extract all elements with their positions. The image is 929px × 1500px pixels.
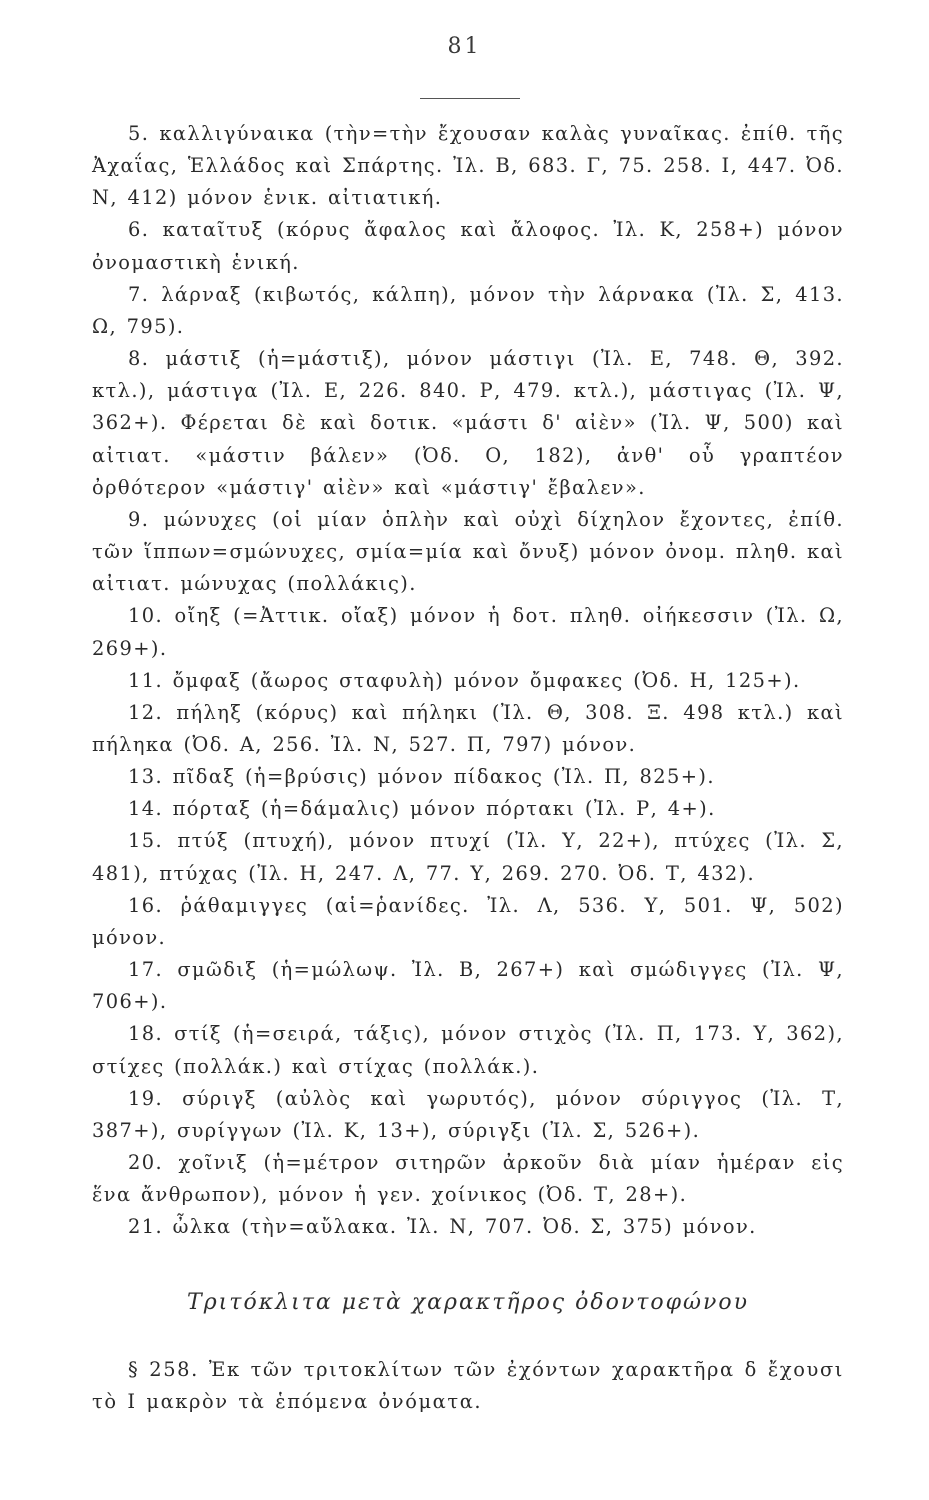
entry-17: 17. σμῶδιξ (ἡ=μώλωψ. Ἰλ. Β, 267+) καὶ σμώδιγγες (Ἰλ. Ψ, 706+). (92, 958, 844, 1014)
section-paragraph: § 258. Ἐκ τῶν τριτοκλίτων τῶν ἐχόντων χαρακτῆρα δ ἔχουσι τὸ Ι μακρὸν τὰ ἑπόμενα ὀνόματα. (92, 1358, 844, 1413)
entry-21: 21. ὦλκα (τὴν=αὔλακα. Ἰλ. Ν, 707. Ὀδ. Σ, 375) μόνον. (128, 1215, 757, 1239)
entry-7: 7. λάρναξ (κιβωτός, κάλπη), μόνον τὴν λάρνακα (Ἰλ. Σ, 413. Ω, 795). (92, 282, 844, 338)
entry-9: 9. μώνυχες (οἱ μίαν ὁπλὴν καὶ οὐχὶ δίχηλον ἔχοντες, ἐπίθ. τῶν ἵππων=σμώνυχες, σμία=μία καὶ ὄνυξ) μόνον ὀνομ. πληθ. καὶ αἰτιατ. μώνυχας (πολλάκις). (92, 507, 844, 596)
entry-14: 14. πόρταξ (ἡ=δάμαλις) μόνον πόρτακι (Ἰλ. Ρ, 4+). (128, 797, 716, 821)
entry-12: 12. πήληξ (κόρυς) καὶ πήληκι (Ἰλ. Θ, 308. Ξ. 498 κτλ.) καὶ πήληκα (Ὀδ. Α, 256. Ἰλ. Ν, 527. Π, 797) μόνον. (92, 700, 844, 756)
entry-6: 6. καταῖτυξ (κόρυς ἄφαλος καὶ ἄλοφος. Ἰλ. Κ, 258+) μόνον ὀνομαστικὴ ἑνική. (92, 218, 844, 274)
entry-18: 18. στίξ (ἡ=σειρά, τάξις), μόνον στιχὸς (Ἰλ. Π, 173. Υ, 362), στίχες (πολλάκ.) καὶ στίχας (πολλάκ.). (92, 1022, 844, 1078)
entry-10: 10. οἴηξ (=Ἀττικ. οἴαξ) μόνον ἡ δοτ. πληθ. οἰήκεσσιν (Ἰλ. Ω, 269+). (92, 604, 844, 660)
header-rule (420, 98, 520, 99)
section-heading: Τριτόκλιτα μετὰ χαρακτῆρος ὀδοντοφώνου (187, 1290, 749, 1315)
entry-11: 11. ὄμφαξ (ἄωρος σταφυλὴ) μόνον ὄμφακες (Ὀδ. Η, 125+). (128, 668, 801, 692)
page-number: 81 (447, 34, 482, 59)
entry-19: 19. σύριγξ (αὐλὸς καὶ γωρυτός), μόνον σύριγγος (Ἰλ. Τ, 387+), συρίγγων (Ἰλ. Κ, 13+), σύριγξι (Ἰλ. Σ, 526+). (92, 1086, 844, 1142)
entry-20: 20. χοῖνιξ (ἡ=μέτρον σιτηρῶν ἀρκοῦν διὰ μίαν ἡμέραν εἰς ἕνα ἄνθρωπον), μόνον ἡ γεν. χοίνικος (Ὀδ. Τ, 28+). (92, 1151, 844, 1207)
entry-5: 5. καλλιγύναικα (τὴν=τὴν ἔχουσαν καλὰς γυναῖκας. ἐπίθ. τῆς Ἀχαΐας, Ἑλλάδος καὶ Σπάρτης. Ἰλ. Β, 683. Γ, 75. 258. Ι, 447. Ὀδ. Ν, 412) μόνον ἑνικ. αἰτιατική. (92, 122, 844, 210)
entry-8: 8. μάστιξ (ἡ=μάστιξ), μόνον μάστιγι (Ἰλ. Ε, 748. Θ, 392. κτλ.), μάστιγα (Ἰλ. Ε, 226. 840. Ρ, 479. κτλ.), μάστιγας (Ἰλ. Ψ, 362+). Φέρεται δὲ καὶ δοτικ. «μάστι δ' αἰὲν» (Ἰλ. Ψ, 500) καὶ αἰτιατ. «μάστιν βάλεν» (Ὀδ. Ο, 182), ἀνθ' οὗ γραπτέον ὀρθότερον «μάστιγ' αἰὲν» καὶ «μάστιγ' ἔβαλεν». (92, 347, 844, 499)
entry-16: 16. ῥάθαμιγγες (αἱ=ῥανίδες. Ἰλ. Λ, 536. Υ, 501. Ψ, 502) μόνον. (92, 893, 844, 949)
entry-15: 15. πτύξ (πτυχή), μόνον πτυχί (Ἰλ. Υ, 22+), πτύχες (Ἰλ. Σ, 481), πτύχας (Ἰλ. Η, 247. Λ, 77. Υ, 269. 270. Ὀδ. Τ, 432). (92, 829, 844, 885)
entry-13: 13. πῖδαξ (ἡ=βρύσις) μόνον πίδακος (Ἰλ. Π, 825+). (128, 765, 715, 789)
entry-list (92, 118, 844, 1243)
